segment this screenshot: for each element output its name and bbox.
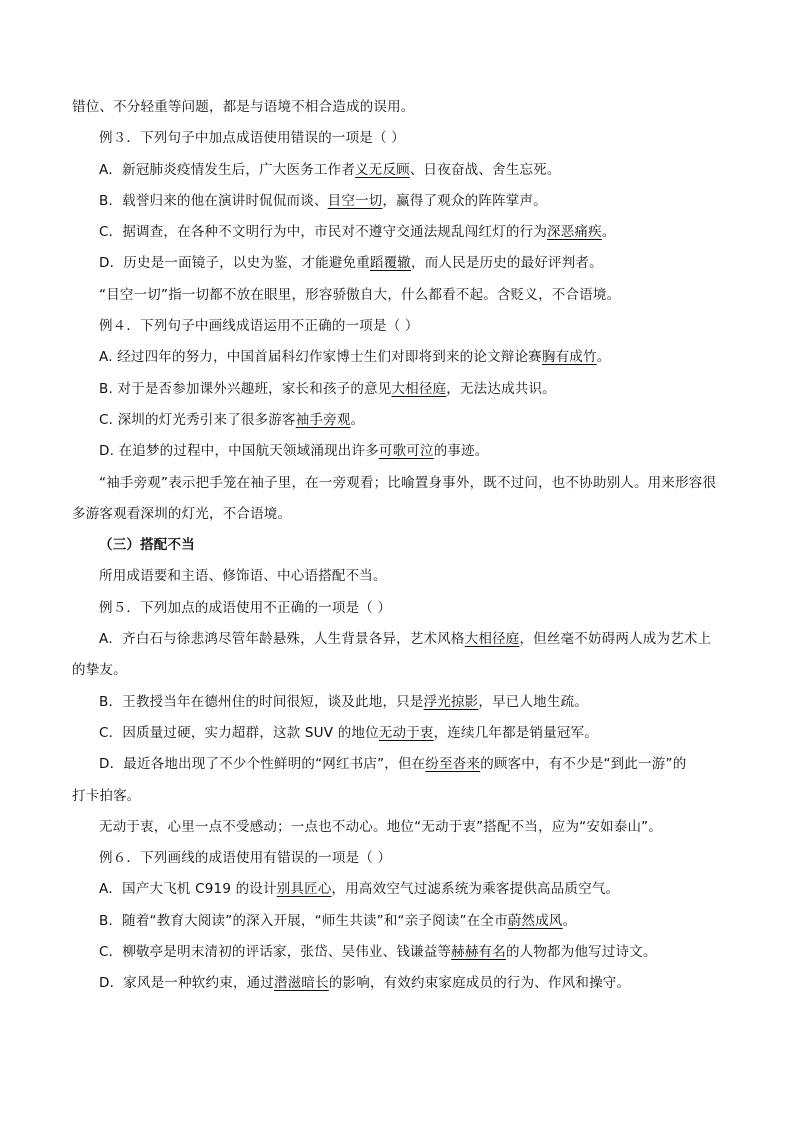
text-span: ，但丝毫不妨碍两人成为艺术上 (519, 631, 712, 648)
text-line (72, 598, 722, 629)
text-line (72, 379, 722, 410)
underlined-idiom: 赫赫有名 (451, 944, 506, 961)
text-line (72, 316, 722, 347)
text-line (72, 128, 722, 159)
underlined-idiom: 大相径庭 (391, 380, 447, 397)
text-span: C．据调查，在各种不文明行为中，市民对不遵守交通法规乱闯红灯的行为 (99, 224, 548, 241)
underlined-idiom: 袖手旁观 (295, 411, 351, 428)
text-span: ，而人民是历史的最好评判者。 (411, 255, 603, 272)
text-line (72, 160, 722, 191)
text-line (72, 535, 722, 566)
text-span: 打卡拍客。 (72, 787, 141, 804)
text-span: 。 (601, 224, 616, 241)
underlined-idiom: 无动于衷 (378, 724, 434, 741)
text-span: A．新冠肺炎疫情发生后，广大医务工作者 (99, 161, 356, 178)
text-span: C．柳敬亭是明末清初的评话家，张岱、吴伟业、钱谦益等 (99, 944, 452, 961)
text-line (72, 191, 722, 222)
text-span: B．随着“教育大阅读”的深入开展，“师生共读”和“亲子阅读”在全市 (99, 912, 508, 929)
text-line (72, 504, 722, 535)
underlined-idiom: 大相径庭 (464, 631, 520, 648)
text-line (72, 848, 722, 879)
underlined-idiom: 别具匠心 (276, 881, 332, 898)
text-span: 的事迹。 (433, 443, 489, 460)
text-span: ，早已人地生疏。 (478, 693, 588, 710)
text-line (72, 347, 722, 378)
text-line (72, 97, 722, 128)
section-heading: （三）搭配不当 (99, 537, 195, 554)
text-span: D．历史是一面镜子，以史为鉴，才能避免重 (99, 255, 370, 272)
underlined-idiom: 浮光掠影 (423, 693, 479, 710)
text-span: 例３．下列句子中加点成语使用错误的一项是（ ） (99, 130, 405, 147)
text-span: “袖手旁观”表示把手笼在袖子里，在一旁观看；比喻置身事外，既不过问，也不协助别人。用来形容很 (99, 474, 717, 491)
text-span: 例５．下列加点的成语使用不正确的一项是（ ） (99, 599, 392, 616)
text-line (72, 441, 722, 472)
text-span: ，无法达成共识。 (446, 380, 556, 397)
text-span: 错位、不分轻重等问题，都是与语境不相合造成的误用。 (72, 99, 415, 115)
text-span: 的影响，有效约束家庭成员的行为、作风和操守。 (328, 975, 631, 992)
underlined-idiom: 蔚然成风 (507, 912, 563, 929)
text-span: ，赢得了观众的阵阵掌声。 (382, 192, 547, 209)
text-span: 、日夜奋战、舍生忘死。 (409, 161, 561, 178)
text-line (72, 253, 722, 284)
document-page (72, 97, 722, 1005)
text-line (72, 660, 722, 691)
text-line (72, 692, 722, 723)
text-span: “目空一切”指一切都不放在眼里，形容骄傲自大，什么都看不起。含贬义，不合语境。 (99, 286, 621, 303)
underlined-idiom: 深恶痛疾 (547, 224, 602, 241)
text-span: 的挚友。 (72, 662, 127, 679)
text-line (72, 942, 722, 973)
text-span: A．国产大飞机 C919 的设计 (99, 881, 277, 898)
text-span: 例４．下列句子中画线成语运用不正确的一项是（ ） (99, 318, 419, 335)
text-line (72, 786, 722, 817)
text-line (72, 285, 722, 316)
text-span: D．家风是一种软约束，通过 (99, 975, 274, 992)
text-line (72, 879, 722, 910)
text-span: C．因质量过硬，实力超群，这款 SUV 的地位 (99, 724, 379, 741)
underlined-idiom: 蹈覆辙 (369, 255, 412, 272)
text-span: 例６．下列画线的成语使用有错误的一项是（ ） (99, 850, 392, 867)
text-line (72, 410, 722, 441)
text-line (72, 911, 722, 942)
underlined-idiom: 可歌可泣 (378, 443, 434, 460)
text-line (72, 817, 722, 848)
text-line (72, 723, 722, 754)
underlined-idiom: 目空一切 (327, 192, 383, 209)
underlined-idiom: 纷至沓来 (425, 756, 481, 773)
text-line (72, 566, 722, 597)
text-span: ，连续几年都是销量冠军。 (433, 724, 599, 741)
text-span: D．最近各地出现了不少个性鲜明的“网红书店”，但在 (99, 756, 426, 773)
text-span: B．王教授当年在德州住的时间很短，谈及此地，只是 (99, 693, 424, 710)
text-span: 的顾客中，有不少是“到此一游”的 (480, 756, 687, 773)
text-span: 的人物都为他写过诗文。 (505, 944, 657, 961)
text-span: ，用高效空气过滤系统为乘客提供高品质空气。 (331, 881, 620, 898)
text-line (72, 222, 722, 253)
text-span: 。 (562, 912, 577, 929)
text-span: B．载誉归来的他在演讲时侃侃而谈、 (99, 192, 328, 209)
text-span: A. 经过四年的努力，中国首届科幻作家博士生们对即将到来的论文辩论赛 (99, 349, 542, 366)
text-span: 。 (350, 411, 365, 428)
text-span: C. 深圳的灯光秀引来了很多游客 (99, 411, 296, 428)
text-span: 多游客观看深圳的灯光，不合语境。 (72, 505, 292, 522)
text-span: B. 对于是否参加课外兴趣班，家长和孩子的意见 (99, 380, 392, 397)
text-span: 。 (596, 349, 611, 366)
text-line (72, 629, 722, 660)
text-line (72, 473, 722, 504)
underlined-idiom: 义无反顾 (355, 161, 410, 178)
underlined-idiom: 潜滋暗长 (274, 975, 329, 992)
text-line (72, 973, 722, 1004)
text-span: 无动于衷，心里一点不受感动；一点也不动心。地位“无动于衷”搭配不当，应为“安如泰山”。 (99, 818, 663, 835)
underlined-idiom: 胸有成竹 (541, 349, 597, 366)
text-span: D. 在追梦的过程中，中国航天领域涌现出许多 (99, 443, 379, 460)
text-span: 所用成语要和主语、修饰语、中心语搭配不当。 (99, 568, 387, 585)
text-span: A．齐白石与徐悲鸿尽管年龄悬殊，人生背景各异，艺术风格 (99, 631, 465, 648)
text-line (72, 754, 722, 785)
